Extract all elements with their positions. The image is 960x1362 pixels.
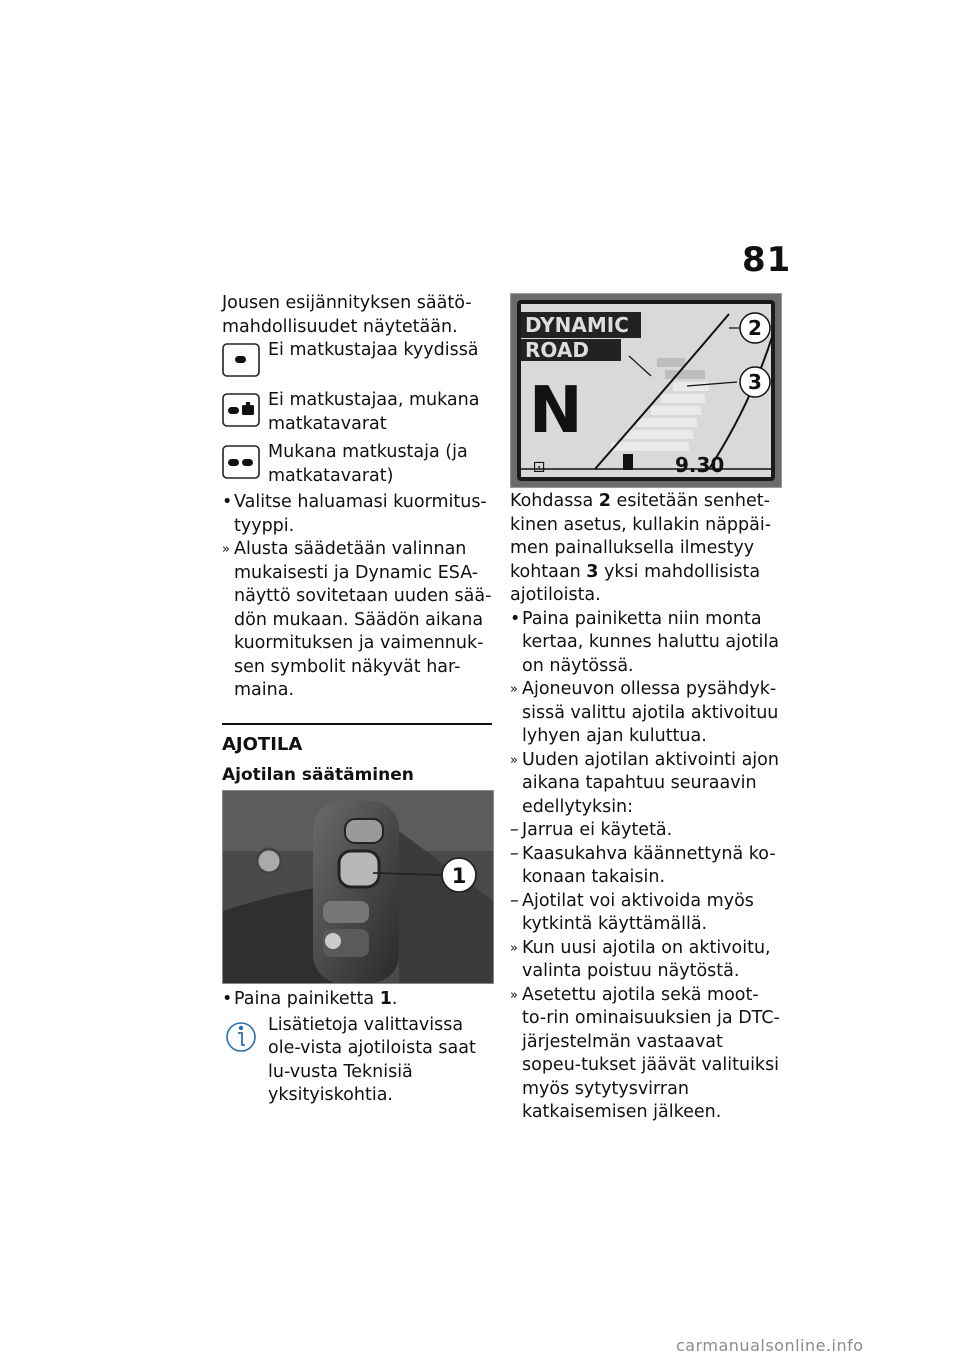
list-marker: » [510,682,518,697]
list-marker: » [510,940,518,956]
right-list-item [510,608,780,679]
bullet-marker: • [222,989,233,1009]
list-marker: » [510,987,518,1003]
ref-number: 3 [586,561,599,582]
mode-line-2: ROAD [525,338,589,362]
step-press-button [222,988,492,1012]
left-column [222,292,492,813]
ref-number: 2 [598,491,611,511]
info-icon [226,1018,256,1064]
rider-only-icon [222,343,260,385]
list-item-text: Kaasukahva käännettynä ko-konaan takaisin. [522,843,776,887]
note-text: Lisätietoja valittavissa ole-vista ajotiloista saat lu-vusta Teknisiä yksityiskohtia. [268,1014,476,1105]
explanation-paragraph: Kohdassa 2 esitetään senhet-kinen asetus, kullakin näppäi-men painalluksella ilmestyy kohtaan 3 yksi mahdollisista ajotiloista. [510,491,772,605]
list-item-text: Kun uusi ajotila on aktivoitu, valinta poistuu näytöstä. [522,937,771,981]
mode-line-1: DYNAMIC [525,313,629,337]
ride-mode-display-figure [510,293,782,488]
list-marker: – [510,820,519,840]
display-callout-2: 2 [748,316,762,340]
right-item-list [510,608,780,1125]
right-list-item [510,749,780,820]
gear-indicator: N [529,374,583,448]
subsection-title: Ajotilan säätäminen [222,765,414,785]
info-note [222,1014,492,1108]
right-list-item [510,843,780,890]
page-number: 81 [742,240,792,280]
load-option-rider [222,339,492,387]
figure-callout-1: 1 [451,864,467,888]
watermark: carmanualsonline.info [676,1336,864,1355]
svg-text:⚀: ⚀ [533,460,546,476]
list-item-text: Ajotilat voi aktivoida myös kytkintä käyttämällä. [522,890,754,934]
load-option-label: Ei matkustajaa, mukana matkatavarat [268,390,480,434]
intro-text: Jousen esijännityksen säätö-mahdollisuudet näytetään. [222,293,472,337]
list-marker: – [510,890,519,911]
load-option-rider-luggage [222,389,492,439]
load-option-label: Ei matkustajaa kyydissä [268,340,479,360]
list-item-text: Jarrua ei käytetä. [522,820,673,840]
section-title: AJOTILA [222,733,303,755]
list-item-text: Uuden ajotilan aktivointi ajon aikana tapahtuu seuraavin edellytyksin: [522,749,779,817]
right-list-item [510,937,780,984]
right-list-item [510,890,780,937]
result-select-load [222,538,492,703]
load-option-label: Mukana matkustaja (ja matkatavarat) [268,442,468,486]
list-item-text: Paina painiketta niin monta kertaa, kunnes haluttu ajotila on näytössä. [522,608,779,676]
right-list-item [510,819,780,843]
step-text: Valitse haluamasi kuormitus-tyyppi. [234,492,487,536]
list-marker: » [510,752,518,768]
step-select-load [222,491,492,538]
left-column-lower [222,988,492,1108]
rider-passenger-icon [222,445,260,487]
section-divider [222,723,492,725]
list-marker: • [510,608,521,629]
bullet-marker: • [222,492,233,512]
load-option-rider-passenger [222,441,492,491]
list-marker: – [510,843,519,864]
ref-number: 1 [379,989,392,1009]
list-item-text: Ajoneuvon ollessa pysähdyk-sissä valittu ajotila aktivoituu lyhyen ajan kuluttua. [522,679,779,746]
right-list-item [510,984,780,1125]
odometer-value: 9.30 [675,453,725,477]
right-list-item [510,678,780,749]
result-text: Alusta säädetään valinnan mukaisesti ja Dynamic ESA-näyttö sovitetaan uuden sää-dön mukaan. Säädön aikana kuormituksen ja vaimennuk-sen symbolit näkyvät har-maina. [234,539,492,700]
result-marker: » [222,542,230,557]
display-callout-3: 3 [748,370,762,394]
rider-luggage-icon [222,393,260,435]
step-text: Paina painiketta 1. [234,989,398,1009]
handlebar-switch-figure [222,790,494,984]
list-item-text: Asetettu ajotila sekä moot-to-rin ominaisuuksien ja DTC-järjestelmän vastaavat sopeu-tukset jäävät valituiksi myös sytytysvirran katkaisemisen jälkeen. [522,984,780,1122]
right-column [510,490,780,1125]
